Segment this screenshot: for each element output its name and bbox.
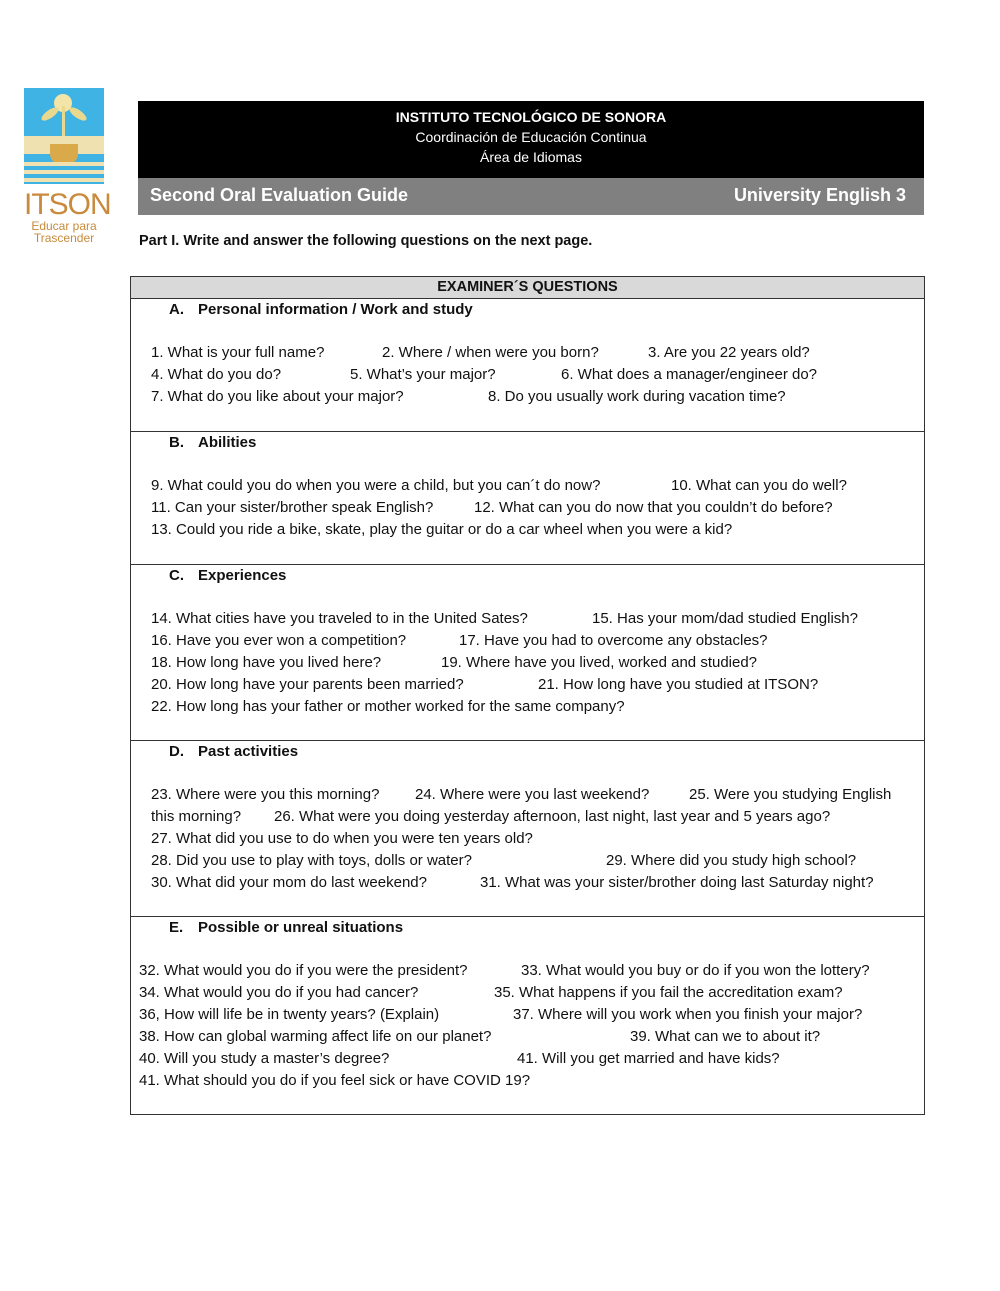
question-text: 4. What do you do? (151, 366, 282, 383)
question-text: 8. Do you usually work during vacation time? (488, 388, 786, 405)
section-d (131, 741, 924, 917)
question-line (131, 696, 924, 718)
section-e (131, 917, 924, 1114)
question-text: 33. What would you buy or do if you won the lottery? (521, 962, 870, 979)
question-text: this morning? (151, 808, 242, 825)
question-text: 29. Where did you study high school? (606, 852, 857, 869)
question-text: 9. What could you do when you were a child, but you can´t do now? (151, 477, 601, 494)
question-line (131, 519, 924, 541)
section-letter: D. (169, 743, 184, 760)
question-line (131, 652, 924, 674)
question-text: 11. Can your sister/brother speak English? (151, 499, 434, 516)
section-title (131, 741, 924, 762)
question-line (131, 475, 924, 497)
question-text: 20. How long have your parents been married? (151, 676, 464, 693)
question-text: 23. Where were you this morning? (151, 786, 380, 803)
question-line (131, 1070, 924, 1092)
question-text: 10. What can you do well? (671, 477, 847, 494)
question-text: 30. What did your mom do last weekend? (151, 874, 427, 891)
guide-title-bar (138, 178, 924, 215)
question-line (131, 784, 924, 806)
section-b (131, 432, 924, 565)
question-text: 7. What do you like about your major? (151, 388, 404, 405)
question-text: 40. Will you study a master’s degree? (139, 1050, 390, 1067)
section-letter: E. (169, 919, 184, 936)
question-text: 28. Did you use to play with toys, dolls or water? (151, 852, 472, 869)
section-letter: A. (169, 301, 184, 318)
question-line (131, 386, 924, 408)
question-line (131, 1004, 924, 1026)
question-line (131, 872, 924, 894)
question-line (131, 674, 924, 696)
question-text: 38. How can global warming affect life on our planet? (139, 1028, 492, 1045)
table-heading: EXAMINER´S QUESTIONS (131, 277, 924, 299)
question-line (131, 630, 924, 652)
question-text: 25. Were you studying English (689, 786, 892, 803)
question-text: 19. Where have you lived, worked and studied? (441, 654, 758, 671)
question-line (131, 1048, 924, 1070)
question-text: 17. Have you had to overcome any obstacles? (459, 632, 768, 649)
question-text: 14. What cities have you traveled to in the United Sates? (151, 610, 528, 627)
logo-tagline-1: Educar para (31, 219, 97, 233)
question-text: 5. What’s your major? (350, 366, 496, 383)
question-text: 31. What was your sister/brother doing last Saturday night? (480, 874, 874, 891)
section-c (131, 565, 924, 741)
question-text: 41. What should you do if you feel sick or have COVID 19? (139, 1072, 531, 1089)
question-text: 2. Where / when were you born? (382, 344, 599, 361)
institution-header (138, 101, 924, 178)
logo-emblem (24, 88, 104, 184)
section-title (131, 917, 924, 938)
department-name: Coordinación de Educación Continua (415, 129, 647, 145)
question-line (131, 960, 924, 982)
question-text: 22. How long has your father or mother worked for the same company? (151, 698, 625, 715)
section-letter: B. (169, 434, 184, 451)
question-text: 32. What would you do if you were the president? (139, 962, 468, 979)
question-line (131, 850, 924, 872)
section-title-text: Past activities (198, 743, 299, 760)
question-text: 36, How will life be in twenty years? (Explain) (139, 1006, 440, 1023)
question-text: 18. How long have you lived here? (151, 654, 382, 671)
section-a (131, 299, 924, 432)
section-title-text: Personal information / Work and study (198, 301, 473, 318)
question-text: 13. Could you ride a bike, skate, play the guitar or do a car wheel when you were a kid? (151, 521, 733, 538)
question-text: 6. What does a manager/engineer do? (561, 366, 818, 383)
question-line (131, 806, 924, 828)
logo-tagline-2: Trascender (33, 231, 95, 245)
question-text: 35. What happens if you fail the accreditation exam? (494, 984, 843, 1001)
section-title-text: Possible or unreal situations (198, 919, 404, 936)
question-text: 3. Are you 22 years old? (648, 344, 810, 361)
institution-name: INSTITUTO TECNOLÓGICO DE SONORA (395, 109, 667, 125)
course-name: University English 3 (733, 185, 906, 205)
logo-name: ITSON (24, 188, 111, 221)
itson-logo (24, 88, 111, 245)
question-line (131, 828, 924, 850)
section-title (131, 299, 924, 320)
section-title-text: Experiences (198, 567, 287, 584)
question-line (131, 982, 924, 1004)
question-text: 39. What can we to about it? (630, 1028, 821, 1045)
question-line (131, 1026, 924, 1048)
area-name: Área de Idiomas (480, 149, 582, 165)
question-text: 21. How long have you studied at ITSON? (538, 676, 819, 693)
question-line (131, 497, 924, 519)
question-text: 24. Where were you last weekend? (415, 786, 650, 803)
question-text: 34. What would you do if you had cancer? (139, 984, 419, 1001)
question-text: 16. Have you ever won a competition? (151, 632, 407, 649)
question-text: 27. What did you use to do when you were ten years old? (151, 830, 533, 847)
question-line (131, 342, 924, 364)
question-line (131, 608, 924, 630)
instructions: Part I. Write and answer the following questions on the next page. (139, 233, 593, 249)
section-title-text: Abilities (198, 434, 257, 451)
guide-title: Second Oral Evaluation Guide (150, 185, 409, 205)
question-text: 15. Has your mom/dad studied English? (592, 610, 858, 627)
question-text: 26. What were you doing yesterday afternoon, last night, last year and 5 years ago? (274, 808, 831, 825)
examiner-questions-table (130, 276, 925, 1115)
question-text: 37. Where will you work when you finish your major? (513, 1006, 863, 1023)
question-line (131, 364, 924, 386)
question-text: 12. What can you do now that you couldn’t do before? (474, 499, 833, 516)
section-letter: C. (169, 567, 184, 584)
section-title (131, 565, 924, 586)
question-text: 41. Will you get married and have kids? (517, 1050, 780, 1067)
section-title (131, 432, 924, 453)
question-text: 1. What is your full name? (151, 344, 325, 361)
